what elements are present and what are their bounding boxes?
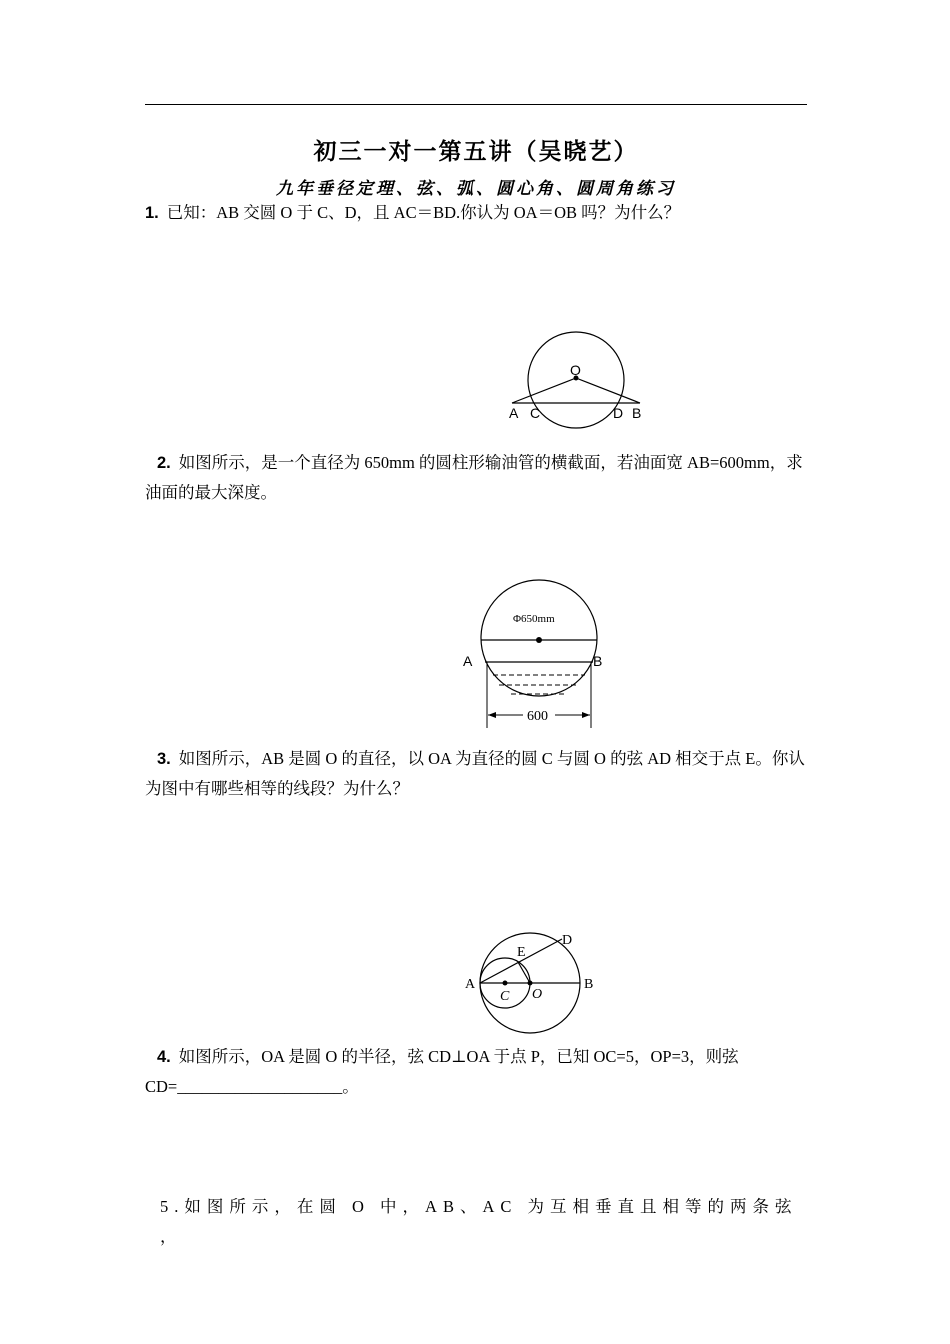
figure-2 xyxy=(455,578,620,733)
page-subtitle: 九年垂径定理、弦、弧、圆心角、圆周角练习 xyxy=(276,179,676,198)
question-5-text: 如图所示，在圆 O 中，AB、AC 为互相垂直且相等的两条弦 ， xyxy=(160,1197,798,1246)
figure-1-label-c: C xyxy=(530,405,541,421)
figure-3-label-d: D xyxy=(562,933,573,948)
figure-2-label-width: 600 xyxy=(527,709,548,724)
question-1-text: 已知：AB 交圆 O 于 C、D，且 AC＝BD.你认为 OA＝OB 吗？为什么？ xyxy=(166,203,681,222)
question-2-number: 2. xyxy=(157,454,171,472)
question-4-number: 4. xyxy=(157,1048,171,1066)
figure-1-label-d: D xyxy=(613,405,624,421)
question-5 xyxy=(160,1192,810,1252)
question-3-text: 如图所示，AB 是圆 O 的直径，以 OA 为直径的圆 C 与圆 O 的弦 AD 相交于点 E。你认为图中有哪些相等的线段？为什么？ xyxy=(145,749,805,798)
figure-3-dot-c xyxy=(503,981,508,986)
figure-2-arrow-right xyxy=(582,712,590,718)
figure-3-label-b: B xyxy=(584,977,594,992)
figure-2-center-dot xyxy=(536,637,542,643)
figure-1 xyxy=(500,330,660,425)
figure-2-label-a: A xyxy=(463,653,473,669)
figure-2-arrow-left xyxy=(488,712,496,718)
figure-3-label-e: E xyxy=(517,945,526,960)
figure-3-label-c: C xyxy=(500,989,510,1004)
figure-3 xyxy=(460,928,610,1043)
figure-3-label-o: O xyxy=(532,987,543,1002)
question-2-text: 如图所示，是一个直径为 650mm 的圆柱形输油管的横截面，若油面宽 AB=600mm，求油面的最大深度。 xyxy=(145,453,803,502)
figure-2-label-diameter: Φ650mm xyxy=(513,613,555,625)
figure-1-label-o: O xyxy=(570,362,581,378)
figure-2-label-b: B xyxy=(593,653,603,669)
figure-1-label-a: A xyxy=(509,405,519,421)
page-title: 初三一对一第五讲（吴晓艺） xyxy=(313,139,639,164)
question-3-number: 3. xyxy=(157,750,171,768)
figure-1-label-b: B xyxy=(632,405,642,421)
header-rule xyxy=(145,104,807,105)
question-2 xyxy=(145,448,807,508)
figure-1-line-ob xyxy=(576,378,640,403)
figure-3-label-a: A xyxy=(465,977,476,992)
question-4-text: 如图所示，OA 是圆 O 的半径，弦 CD⊥OA 于点 P，已知 OC=5，OP=3，则弦 CD=____________________。 xyxy=(145,1047,739,1096)
question-4 xyxy=(145,1042,807,1102)
question-1-number: 1. xyxy=(145,204,159,222)
question-3 xyxy=(145,744,807,804)
question-5-number: 5. xyxy=(160,1197,185,1216)
figure-3-dot-o xyxy=(528,981,533,986)
figure-1-line-oa xyxy=(512,378,576,403)
question-1 xyxy=(145,198,807,228)
